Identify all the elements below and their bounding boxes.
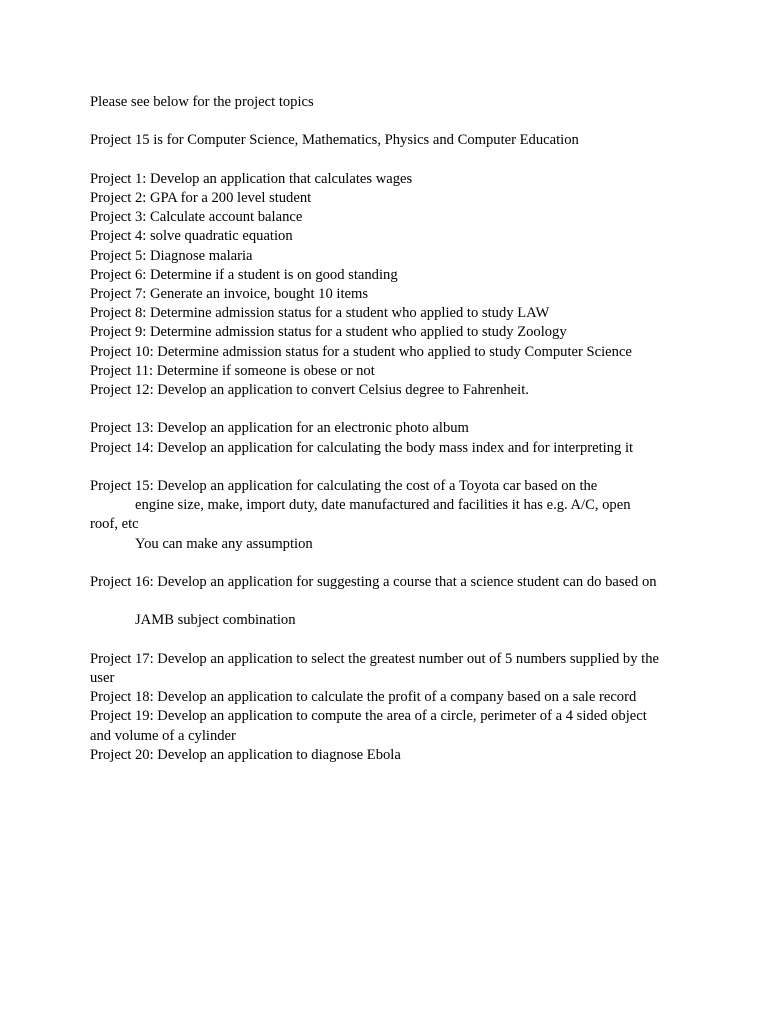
project-3: Project 3: Calculate account balance	[90, 209, 303, 226]
paragraph-gap	[90, 458, 682, 477]
project-19-line-2: and volume of a cylinder	[90, 727, 236, 744]
project-7: Project 7: Generate an invoice, bought 10 items	[90, 286, 369, 302]
project-15-line-2: engine size, make, import duty, date manufactured and facilities it has e.g. A/C, open	[135, 497, 631, 514]
paragraph-gap	[90, 151, 682, 170]
note-text: Project 15 is for Computer Science, Mathematics, Physics and Computer Education	[90, 132, 579, 149]
project-2: Project 2: GPA for a 200 level student	[90, 189, 312, 206]
paragraph-gap	[90, 631, 682, 650]
paragraph-gap	[90, 112, 682, 131]
project-15-line-3: roof, etc	[90, 516, 139, 533]
project-15-line-1: Project 15: Develop an application for calculating the cost of a Toyota car based on the	[90, 478, 598, 494]
project-13: Project 13: Develop an application for an electronic photo album	[90, 420, 469, 437]
project-16-line-1: Project 16: Develop an application for suggesting a course that a science student can do based on	[90, 574, 657, 590]
document-body	[90, 93, 682, 765]
paragraph-gap	[90, 554, 682, 573]
project-18: Project 18: Develop an application to calculate the profit of a company based on a sale record	[90, 689, 637, 706]
project-4: Project 4: solve quadratic equation	[90, 228, 293, 245]
intro-text: Please see below for the project topics	[90, 94, 314, 110]
project-17-line-1: Project 17: Develop an application to select the greatest number out of 5 numbers supplied by the	[90, 650, 660, 667]
project-20: Project 20: Develop an application to diagnose Ebola	[90, 746, 401, 763]
paragraph-gap	[90, 592, 682, 611]
project-10: Project 10: Determine admission status for a student who applied to study Computer Science	[90, 343, 632, 360]
project-1: Project 1: Develop an application that calculates wages	[90, 170, 413, 187]
paragraph-gap	[90, 400, 682, 419]
project-16-line-2: JAMB subject combination	[135, 612, 296, 629]
project-19-line-1: Project 19: Develop an application to compute the area of a circle, perimeter of a 4 sided object	[90, 708, 647, 725]
project-15-line-4: You can make any assumption	[135, 535, 313, 552]
project-6: Project 6: Determine if a student is on good standing	[90, 266, 398, 283]
project-11: Project 11: Determine if someone is obese or not	[90, 362, 375, 379]
project-12: Project 12: Develop an application to convert Celsius degree to Fahrenheit.	[90, 382, 529, 399]
project-8: Project 8: Determine admission status for a student who applied to study LAW	[90, 305, 550, 322]
project-9: Project 9: Determine admission status for a student who applied to study Zoology	[90, 324, 567, 341]
project-17-line-2: user	[90, 669, 115, 686]
project-14: Project 14: Develop an application for calculating the body mass index and for interpreting it	[90, 439, 634, 456]
project-5: Project 5: Diagnose malaria	[90, 247, 253, 264]
